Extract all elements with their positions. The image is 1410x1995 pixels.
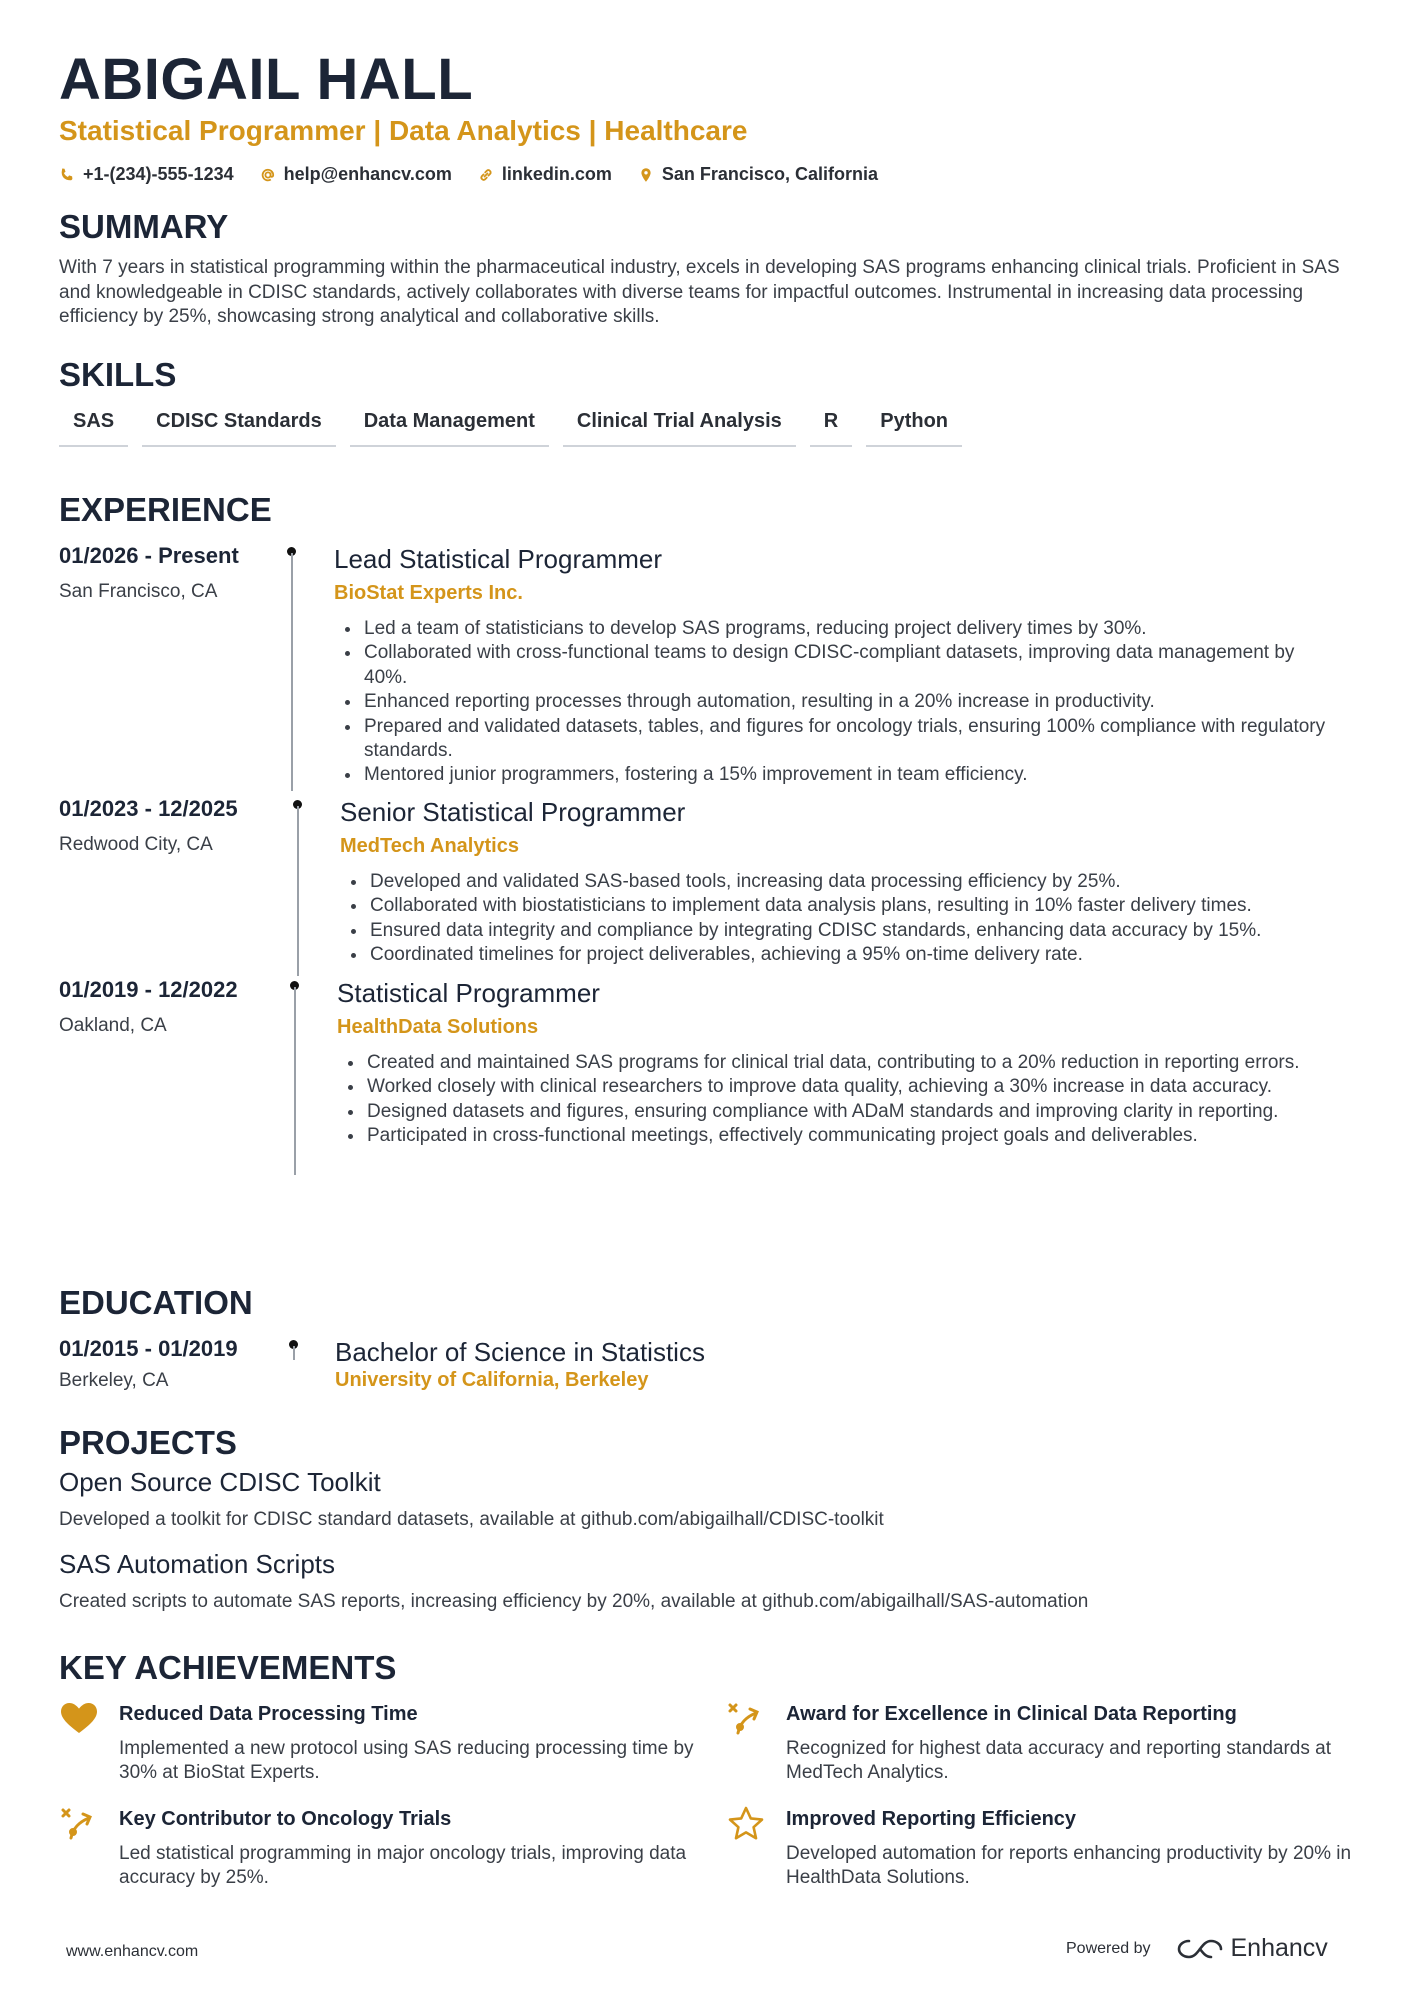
experience-company: HealthData Solutions (337, 1016, 539, 1038)
education-dates: 01/2015 - 01/2019 (59, 1336, 238, 1361)
project-description: Developed a toolkit for CDISC standard datasets, available at github.com/abigailhall/CDISC-toolkit (59, 1509, 884, 1530)
achievement-title: Reduced Data Processing Time (119, 1703, 418, 1725)
contact-phone[interactable] (59, 164, 234, 185)
brand-logo[interactable] (1177, 1934, 1328, 1963)
bullet-item: • Worked closely with clinical researchers to improve data quality, achieving a 30% increase in data accuracy. (365, 1075, 1337, 1099)
bullet-item: • Developed and validated SAS-based tools, increasing data processing efficiency by 25%. (368, 870, 1340, 894)
contact-bar (59, 164, 1351, 185)
location-pin-icon (638, 167, 654, 183)
experience-title: EXPERIENCE (59, 491, 272, 528)
experience-role: Senior Statistical Programmer (340, 797, 686, 827)
experience-company: MedTech Analytics (340, 835, 519, 857)
skill-tag: Clinical Trial Analysis (563, 410, 796, 447)
achievement-description: Developed automation for reports enhancing productivity by 20% in HealthData Solutions. (786, 1843, 1352, 1889)
skill-tag: CDISC Standards (142, 410, 336, 447)
achievement-title: Improved Reporting Efficiency (786, 1808, 1077, 1830)
achievement-title: Award for Excellence in Clinical Data Reporting (786, 1703, 1237, 1725)
experience-company: BioStat Experts Inc. (334, 582, 523, 604)
at-icon (260, 167, 276, 183)
experience-dates: 01/2026 - Present (59, 543, 239, 568)
heart-icon (59, 1699, 99, 1739)
experience-location: San Francisco, CA (59, 581, 218, 602)
contact-location (638, 164, 878, 185)
experience-body (337, 977, 1337, 1149)
project-name: Open Source CDISC Toolkit (59, 1467, 381, 1497)
skill-tag: R (810, 410, 852, 447)
strategy-icon (59, 1804, 99, 1844)
bullet-item: • Ensured data integrity and compliance by integrating CDISC standards, enhancing data accuracy by 15%. (368, 919, 1340, 943)
skill-tag: Python (866, 410, 962, 447)
star-icon (726, 1804, 766, 1844)
education-school: University of California, Berkeley (335, 1369, 649, 1391)
summary-section (59, 208, 1351, 330)
bullet-item: • Led a team of statisticians to develop SAS programs, reducing project delivery times by 30%. (362, 617, 1334, 641)
footer-website[interactable]: www.enhancv.com (66, 1943, 199, 1960)
skill-tag: Data Management (350, 410, 549, 447)
achievement-description: Recognized for highest data accuracy and reporting standards at MedTech Analytics. (786, 1738, 1331, 1784)
experience-bullets (337, 1051, 1337, 1149)
skill-list (59, 410, 1351, 447)
timeline-line (291, 553, 293, 791)
powered-by-label: Powered by (1066, 1939, 1151, 1957)
project-description: Created scripts to automate SAS reports, increasing efficiency by 20%, available at github.com/abigailhall/SAS-automation (59, 1591, 1089, 1612)
phone-text: +1-(234)-555-1234 (83, 164, 234, 184)
headline: Statistical Programmer | Data Analytics | Healthcare (59, 115, 748, 146)
timeline-line (294, 987, 296, 1175)
bullet-item: • Created and maintained SAS programs for clinical trial data, contributing to a 20% reduction in reporting errors. (365, 1051, 1337, 1075)
timeline-line (297, 806, 299, 976)
bullet-item: • Enhanced reporting processes through automation, resulting in a 20% increase in productivity. (362, 690, 1334, 714)
projects-title: PROJECTS (59, 1424, 237, 1461)
candidate-name: ABIGAIL HALL (59, 47, 474, 112)
timeline-line (293, 1346, 295, 1360)
summary-title: SUMMARY (59, 208, 229, 245)
phone-icon (59, 167, 75, 183)
achievements-section (59, 1649, 1352, 1889)
bullet-item: • Collaborated with cross-functional teams to design CDISC-compliant datasets, improving data management by 40%. (362, 641, 1334, 690)
footer-branding (1066, 1934, 1328, 1963)
projects-section (59, 1424, 1351, 1614)
experience-dates: 01/2019 - 12/2022 (59, 977, 238, 1002)
location-text: San Francisco, California (661, 164, 878, 184)
experience-role: Lead Statistical Programmer (334, 544, 663, 574)
contact-linkedin[interactable] (478, 164, 612, 185)
experience-section (59, 491, 1351, 1147)
education-title: EDUCATION (59, 1284, 253, 1321)
link-icon (478, 167, 494, 183)
bullet-item: • Mentored junior programmers, fostering a 15% improvement in team efficiency. (362, 763, 1334, 787)
skills-section (59, 356, 1351, 447)
achievement-description: Led statistical programming in major oncology trials, improving data accuracy by 25%. (119, 1843, 687, 1889)
achievement-description: Implemented a new protocol using SAS reducing processing time by 30% at BioStat Experts. (119, 1738, 694, 1784)
experience-location: Oakland, CA (59, 1015, 167, 1036)
experience-bullets (334, 617, 1334, 788)
email-text: help@enhancv.com (283, 164, 452, 184)
linkedin-text: linkedin.com (501, 164, 612, 184)
enhancv-logo-icon (1177, 1937, 1223, 1961)
resume-page (59, 47, 1352, 1889)
project-name: SAS Automation Scripts (59, 1549, 336, 1579)
experience-role: Statistical Programmer (337, 978, 600, 1008)
education-section (59, 1284, 1351, 1391)
skill-tag: SAS (59, 410, 128, 447)
education-degree: Bachelor of Science in Statistics (335, 1337, 705, 1367)
achievements-title: KEY ACHIEVEMENTS (59, 1649, 397, 1686)
contact-email[interactable] (260, 164, 452, 185)
brand-name: Enhancv (1230, 1934, 1328, 1962)
bullet-item: • Participated in cross-functional meetings, effectively communicating project goals and deliverables. (365, 1124, 1337, 1148)
education-body (335, 1336, 1335, 1392)
experience-dates: 01/2023 - 12/2025 (59, 796, 238, 821)
experience-location: Redwood City, CA (59, 834, 213, 855)
bullet-item: • Collaborated with biostatisticians to implement data analysis plans, resulting in 10% faster delivery times. (368, 894, 1340, 918)
strategy-icon (726, 1699, 766, 1739)
bullet-item: • Prepared and validated datasets, tables, and figures for oncology trials, ensuring 100% compliance with regulatory standards. (362, 715, 1334, 764)
bullet-item: • Designed datasets and figures, ensuring compliance with ADaM standards and improving clarity in reporting. (365, 1100, 1337, 1124)
experience-body (340, 796, 1340, 968)
bullet-item: • Coordinated timelines for project deliverables, achieving a 95% on-time delivery rate. (368, 943, 1340, 967)
education-location: Berkeley, CA (59, 1370, 169, 1391)
skills-title: SKILLS (59, 356, 177, 393)
summary-text: With 7 years in statistical programming within the pharmaceutical industry, excels in developing SAS programs enhancing clinical trials. Proficient in SAS and knowledgeable in CDISC standards, actively collaborates with diverse teams for impactful outcomes. Instrumental in increasing data processing efficiency by 25%, showcasing strong analytical and collaborative skills. (59, 257, 1340, 327)
experience-bullets (340, 870, 1340, 968)
experience-body (334, 543, 1334, 788)
achievement-title: Key Contributor to Oncology Trials (119, 1808, 452, 1830)
